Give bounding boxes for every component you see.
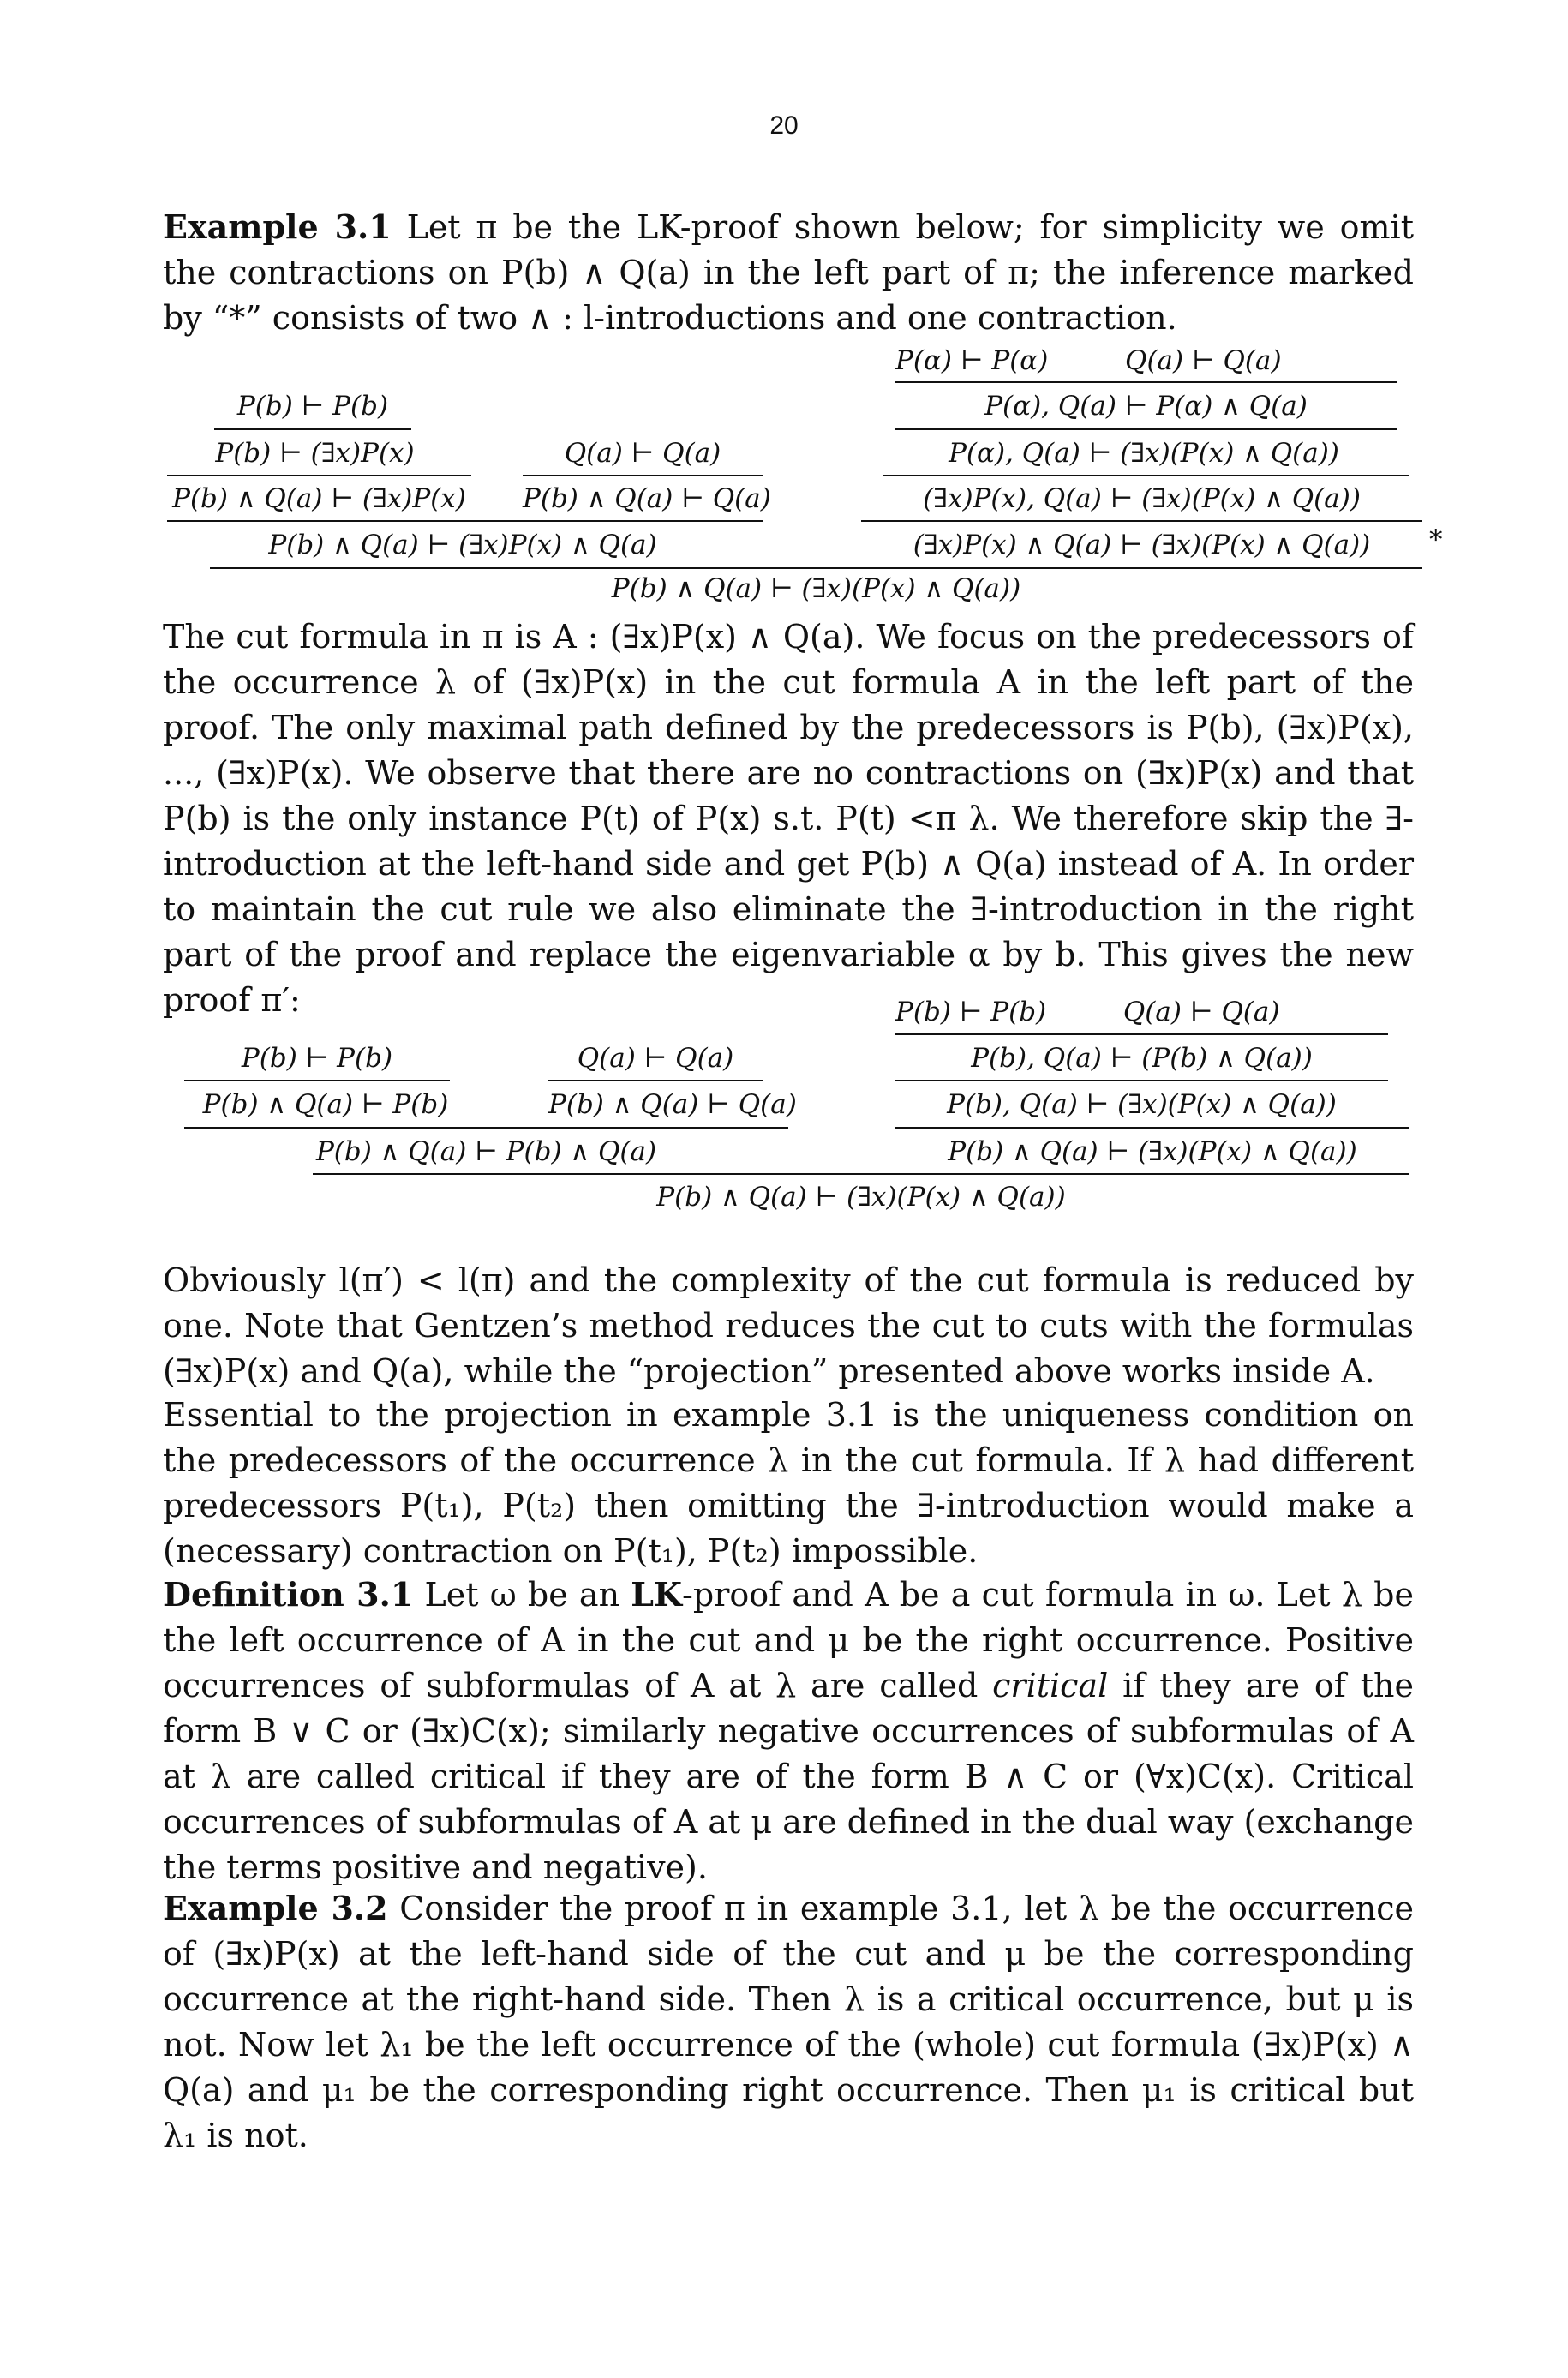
example-3-2-paragraph <box>163 1885 1414 2159</box>
proof1-left-axiom: P(b) ⊢ P(b) <box>236 391 389 422</box>
proof1-rule-m3 <box>523 475 763 476</box>
proof1-rule-l2 <box>214 428 411 430</box>
proof1-middle-axiom: Q(a) ⊢ Q(a) <box>564 438 721 469</box>
proof1-star-mark: * <box>1429 524 1443 555</box>
proof2-right-seq-2: P(b), Q(a) ⊢ (∃x)(P(x) ∧ Q(a)) <box>947 1089 1337 1120</box>
proof2-top-right-axiom-2: Q(a) ⊢ Q(a) <box>1122 997 1280 1027</box>
proof2-rule-l2 <box>184 1080 450 1081</box>
proof2-rule-cut <box>313 1173 1409 1175</box>
proof2-rule-l3 <box>184 1127 788 1129</box>
proof2-right-seq-1: P(b), Q(a) ⊢ (P(b) ∧ Q(a)) <box>971 1043 1313 1074</box>
proof2-end-sequent: P(b) ∧ Q(a) ⊢ (∃x)(P(x) ∧ Q(a)) <box>656 1182 1066 1213</box>
proof1-rule-r3 <box>883 475 1409 476</box>
definition-3-1-heading: Definition 3.1 <box>163 1575 414 1614</box>
proof1-rule-l4 <box>167 520 763 522</box>
proof1-rule-r4 <box>861 520 1422 522</box>
example-3-1-text: Let π be the LK-proof shown below; for simplicity we omit the contractions on P(b) ∧ Q(a) in the left part of π; the inference marked by “*” consists of two ∧ : l-introductions and one contraction. <box>163 208 1414 337</box>
proof1-right-seq-4: (∃x)P(x) ∧ Q(a) ⊢ (∃x)(P(x) ∧ Q(a)) <box>913 530 1371 560</box>
proof1-rule-l3 <box>167 475 471 476</box>
proof1-rule-r1 <box>895 381 1397 383</box>
proof2-rule-r3 <box>895 1127 1409 1129</box>
proof2-top-right-axiom-1: P(b) ⊢ P(b) <box>895 997 1047 1027</box>
definition-3-1-critical-term: critical <box>992 1667 1109 1704</box>
proof1-top-right-axiom-1: P(α) ⊢ P(α) <box>895 345 1049 376</box>
proof2-rule-r1 <box>895 1033 1388 1035</box>
proof1-right-seq-3: (∃x)P(x), Q(a) ⊢ (∃x)(P(x) ∧ Q(a)) <box>923 483 1361 514</box>
page-number: 20 <box>769 111 799 140</box>
example-3-2-heading: Example 3.2 <box>163 1889 388 1927</box>
proof1-left-seq-4: P(b) ∧ Q(a) ⊢ (∃x)P(x) ∧ Q(a) <box>268 530 657 560</box>
proof1-rule-cut <box>210 567 1422 569</box>
paragraph-obviously: Obviously l(π′) < l(π) and the complexity of the cut formula is reduced by one. Note that Gentzen’s method reduces the cut to cuts with the formulas (∃x)P(x) and Q(a), while the “projection” presented above works inside A. <box>163 1261 1414 1390</box>
proof2-rule-m2 <box>548 1080 763 1081</box>
definition-3-1-paragraph <box>163 1572 1414 1890</box>
example-3-2-text: Consider the proof π in example 3.1, let λ be the occurrence of (∃x)P(x) at the left-hand side of the cut and μ be the corresponding occurrence at the right-hand side. Then λ is a critical occurrence, but μ is not. Now let λ₁ be the left occurrence of the (whole) cut formula (∃x)P(x) ∧ Q(a) and μ₁ be the corresponding right occurrence. Then μ₁ is critical but λ₁ is not. <box>163 1890 1414 2154</box>
paragraph-cut-formula: The cut formula in π is A : (∃x)P(x) ∧ Q(a). We focus on the predecessors of the occurrence λ of (∃x)P(x) in the cut formula A in the left part of the proof. The only maximal path defined by the predecessors is P(b), (∃x)P(x), ..., (∃x)P(x). We observe that there are no contractions on (∃x)P(x) and that P(b) is the only instance P(t) of P(x) s.t. P(t) <π λ. We therefore skip the ∃-introduction at the left-hand side and get P(b) ∧ Q(a) instead of A. In order to maintain the cut rule we also eliminate the ∃-introduction in the right part of the proof and replace the eigenvariable α by b. This gives the new proof π′: <box>163 618 1414 1019</box>
definition-3-1-text-mid: -proof and A be a cut formula in ω. Let λ be the left occurrence of A in the cut and μ be the right occurrence. Positive occurrences of subformulas of A at λ are called <box>163 1576 1414 1704</box>
proof2-left-axiom: P(b) ⊢ P(b) <box>241 1043 393 1074</box>
proof1-right-seq-2: P(α), Q(a) ⊢ (∃x)(P(x) ∧ Q(a)) <box>949 438 1339 469</box>
proof2-left-seq-3: P(b) ∧ Q(a) ⊢ P(b) ∧ Q(a) <box>315 1136 657 1167</box>
proof2-rule-r2 <box>895 1080 1388 1081</box>
definition-3-1-text-after: if they are of the form B ∨ C or (∃x)C(x); similarly negative occurrences of subformulas of A at λ are called critical if they are of the form B ∧ C or (∀x)C(x). Critical occurrences of subformulas of A at μ are defined in the dual way (exchange the terms positive and negative). <box>163 1667 1414 1886</box>
definition-3-1-text-before: Let ω be an <box>424 1576 620 1614</box>
proof2-middle-seq-2: P(b) ∧ Q(a) ⊢ Q(a) <box>548 1089 797 1120</box>
proof1-right-seq-1: P(α), Q(a) ⊢ P(α) ∧ Q(a) <box>984 391 1308 422</box>
definition-3-1-lk: LK <box>631 1575 683 1614</box>
proof2-left-seq-2: P(b) ∧ Q(a) ⊢ P(b) <box>202 1089 449 1120</box>
proof1-left-seq-2: P(b) ⊢ (∃x)P(x) <box>215 438 415 469</box>
proof1-left-seq-3: P(b) ∧ Q(a) ⊢ (∃x)P(x) <box>172 483 466 514</box>
proof1-middle-seq-3: P(b) ∧ Q(a) ⊢ Q(a) <box>523 483 771 514</box>
example-3-1-heading: Example 3.1 <box>163 207 392 246</box>
proof2-right-seq-3: P(b) ∧ Q(a) ⊢ (∃x)(P(x) ∧ Q(a)) <box>948 1136 1357 1167</box>
proof1-rule-r2 <box>895 428 1397 430</box>
proof1-end-sequent: P(b) ∧ Q(a) ⊢ (∃x)(P(x) ∧ Q(a)) <box>611 573 1021 604</box>
proof2-middle-axiom: Q(a) ⊢ Q(a) <box>577 1043 734 1074</box>
paragraph-essential: Essential to the projection in example 3.1 is the uniqueness condition on the predecessors of the occurrence λ in the cut formula. If λ had different predecessors P(t₁), P(t₂) then omitting the ∃-introduction would make a (necessary) contraction on P(t₁), P(t₂) impossible. <box>163 1396 1414 1570</box>
proof1-top-right-axiom-2: Q(a) ⊢ Q(a) <box>1125 345 1282 376</box>
example-3-1-paragraph <box>163 204 1414 341</box>
